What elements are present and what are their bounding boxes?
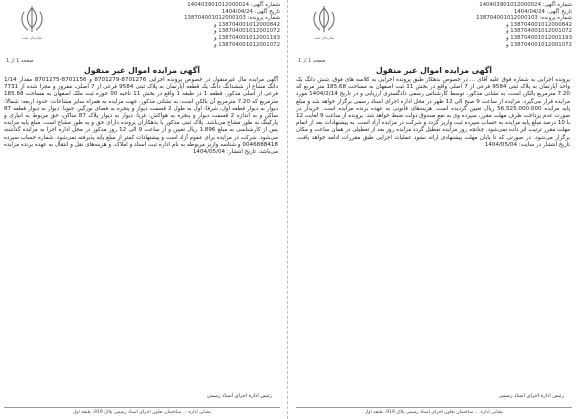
case-number-2: 138704001012000842 و [213, 21, 280, 28]
right-column [292, 0, 576, 419]
announcement-date: تاریخ آگهی: 1404/04/24 [513, 8, 572, 15]
meta-block [476, 2, 572, 48]
svg-text:سازمان ثبت: سازمان ثبت [21, 35, 43, 40]
column-divider [287, 0, 288, 419]
announcement-title: آگهی مزایده اموال غیر منقول [376, 66, 492, 75]
announcement-body: آگهی مزایده مال غیرمنقول در خصوص پرونده اجرایی 8701276-8701279 و 8701156-8701275 مقدار 1/14 دانگ مشاع از ششدانگ دانگ یک قطعه آپارتمان به پلاک ثبتی 9584 فرعی از 7 اصلی، مفروز و مجزا شده از 7731 فرعی از اصلی مذکور، قطعه 1 در طبقه 1 واقع در بخش 11 ناحیه 00 حوزه ثبت ملک اصفهان به مساحت 185.68 مترمربع که 7.20 مترمربع آن بالکن است، به نشانی مذکور، جهت مزایده به همراه سایر مشاعات. حدود اربعه: شمالا: دیوار به دیوار قطعه اول، شرقا: اول به طول 2 قسمت دیوار و پنجره به فضای نورگیر، جنوبا: دیوار به دیوار قطعه 87 ساکن و به اندازه 2 قسمت دیوار و پنجره به هواکش، غربا: دیوار به دیوار پلاک 87 ساکن، حق مربوط به انباری و پارکینگ به طور مشاع می‌باشد. پلاک ثبتی مذکور با بدهکاران پرونده دارای حق و به طور مشاع است. مبلغ پایه مزایده پس از کارشناسی به مبلغ 1.896 ریال تعیین و از ساعت 9 الی 12 روز مذکور در محل اداره اجرا به مزایده گذاشته می‌شود. شرکت در مزایده برای عموم آزاد است و پیشنهادات کمتر از مبلغ پایه پذیرفته نمی‌شود. شماره حساب سپرده 0046888418 و شناسه واریز مربوطه به نام اداره ثبت اسناد و املاک، و هزینه‌های نقل و انتقال به عهده برنده مزایده می‌باشد. تاریخ انتشار: 1404/05/04 [4, 77, 279, 156]
footer-address: نشانی اداره ... ساختمان تعاون اجرای اسناد رسمی پلاک 919، طبقه اول [4, 407, 280, 415]
svg-text:سازمان ثبت: سازمان ثبت [313, 35, 335, 40]
case-number-3: 138704001012001072 و [505, 28, 572, 35]
page-number: صفحه 1 از 1 [298, 58, 326, 64]
footer-address: نشانی اداره ... ساختمان تعاون اجرای اسناد رسمی پلاک 919، طبقه اول [296, 407, 572, 415]
page-number: صفحه 1 از 1 [6, 58, 34, 64]
case-number-5: 138704001012001072 و [213, 41, 280, 48]
signature-line: رئیس اداره اجرای اسناد رسمی [206, 393, 272, 399]
case-number-4: 138704001012001193 و [213, 34, 280, 41]
case-number: شماره پرونده: 138704001012000103 [476, 15, 572, 22]
announcement-number: شماره آگهی: 140403901012000024 [479, 2, 572, 8]
header [0, 0, 284, 64]
case-number: شماره پرونده: 138704001012000103 [184, 15, 280, 22]
case-number-2: 138704001012000842 و [505, 21, 572, 28]
announcement-number: شماره آگهی: 140403901012000024 [187, 2, 280, 8]
state-emblem-icon [302, 2, 346, 42]
left-column [0, 0, 284, 419]
announcement-title: آگهی مزایده اموال غیر منقول [84, 66, 200, 75]
announcement-body: پرونده اجرایی به شماره فوق علیه آقای ... در خصوص بدهکار طبق پرونده اجرایی به کلاسه های فوق، شش دانگ یک واحد آپارتمان به پلاک ثبتی 9584 فرعی از 7 اصلی واقع در بخش 11 ثبت اصفهان به مساحت 185.68 متر مربع که 7.20 مترمربع بالکن است، به نشانی مذکور، توسط کارشناس رسمی دادگستری ارزیابی و در تاریخ 1404/2/14 مورد مزایده قرار می‌گیرد. مزایده از ساعت 9 صبح الی 12 ظهر در محل اداره اجرای اسناد رسمی برگزار خواهد شد و مبلغ پایه مزایده 56.525.000.000 ریال تعیین گردیده است. هزینه‌های قانونی به عهده برنده مزایده است. خریدار در صورت عدم پرداخت ظرف مهلت مقرر، سپرده وی به نفع صندوق دولت ضبط خواهد شد. پرونده از ساعت 9 لغایت 12 با 10 درصد مبلغ پایه مزایده به حساب سپرده ثبت واریز گردد و شرکت در مزایده آزاد است. به پیشنهادات بعد از اتمام مهلت مقرر ترتیب اثر داده نمی‌شود. چنانچه روز مزایده تعطیل گردد مزایده روز بعد از تعطیلی در همان ساعت و مکان برگزار می‌شود. در صورتی که تا پایان مهلت پیشنهادی ارائه نشود عملیات اجرایی طبق مقررات ادامه خواهد یافت. تاریخ انتشار در سایت: 1404/05/04 [296, 77, 571, 148]
header [292, 0, 576, 64]
meta-block [184, 2, 280, 48]
state-emblem-icon [10, 2, 54, 42]
announcement-date: تاریخ آگهی: 1404/04/24 [221, 8, 280, 15]
case-number-4: 138704001012001193 و [505, 34, 572, 41]
case-number-3: 138704001012001072 و [213, 28, 280, 35]
case-number-5: 138704001012001072 و [505, 41, 572, 48]
signature-line: رئیس اداره اجرای اسناد رسمی [498, 393, 564, 399]
